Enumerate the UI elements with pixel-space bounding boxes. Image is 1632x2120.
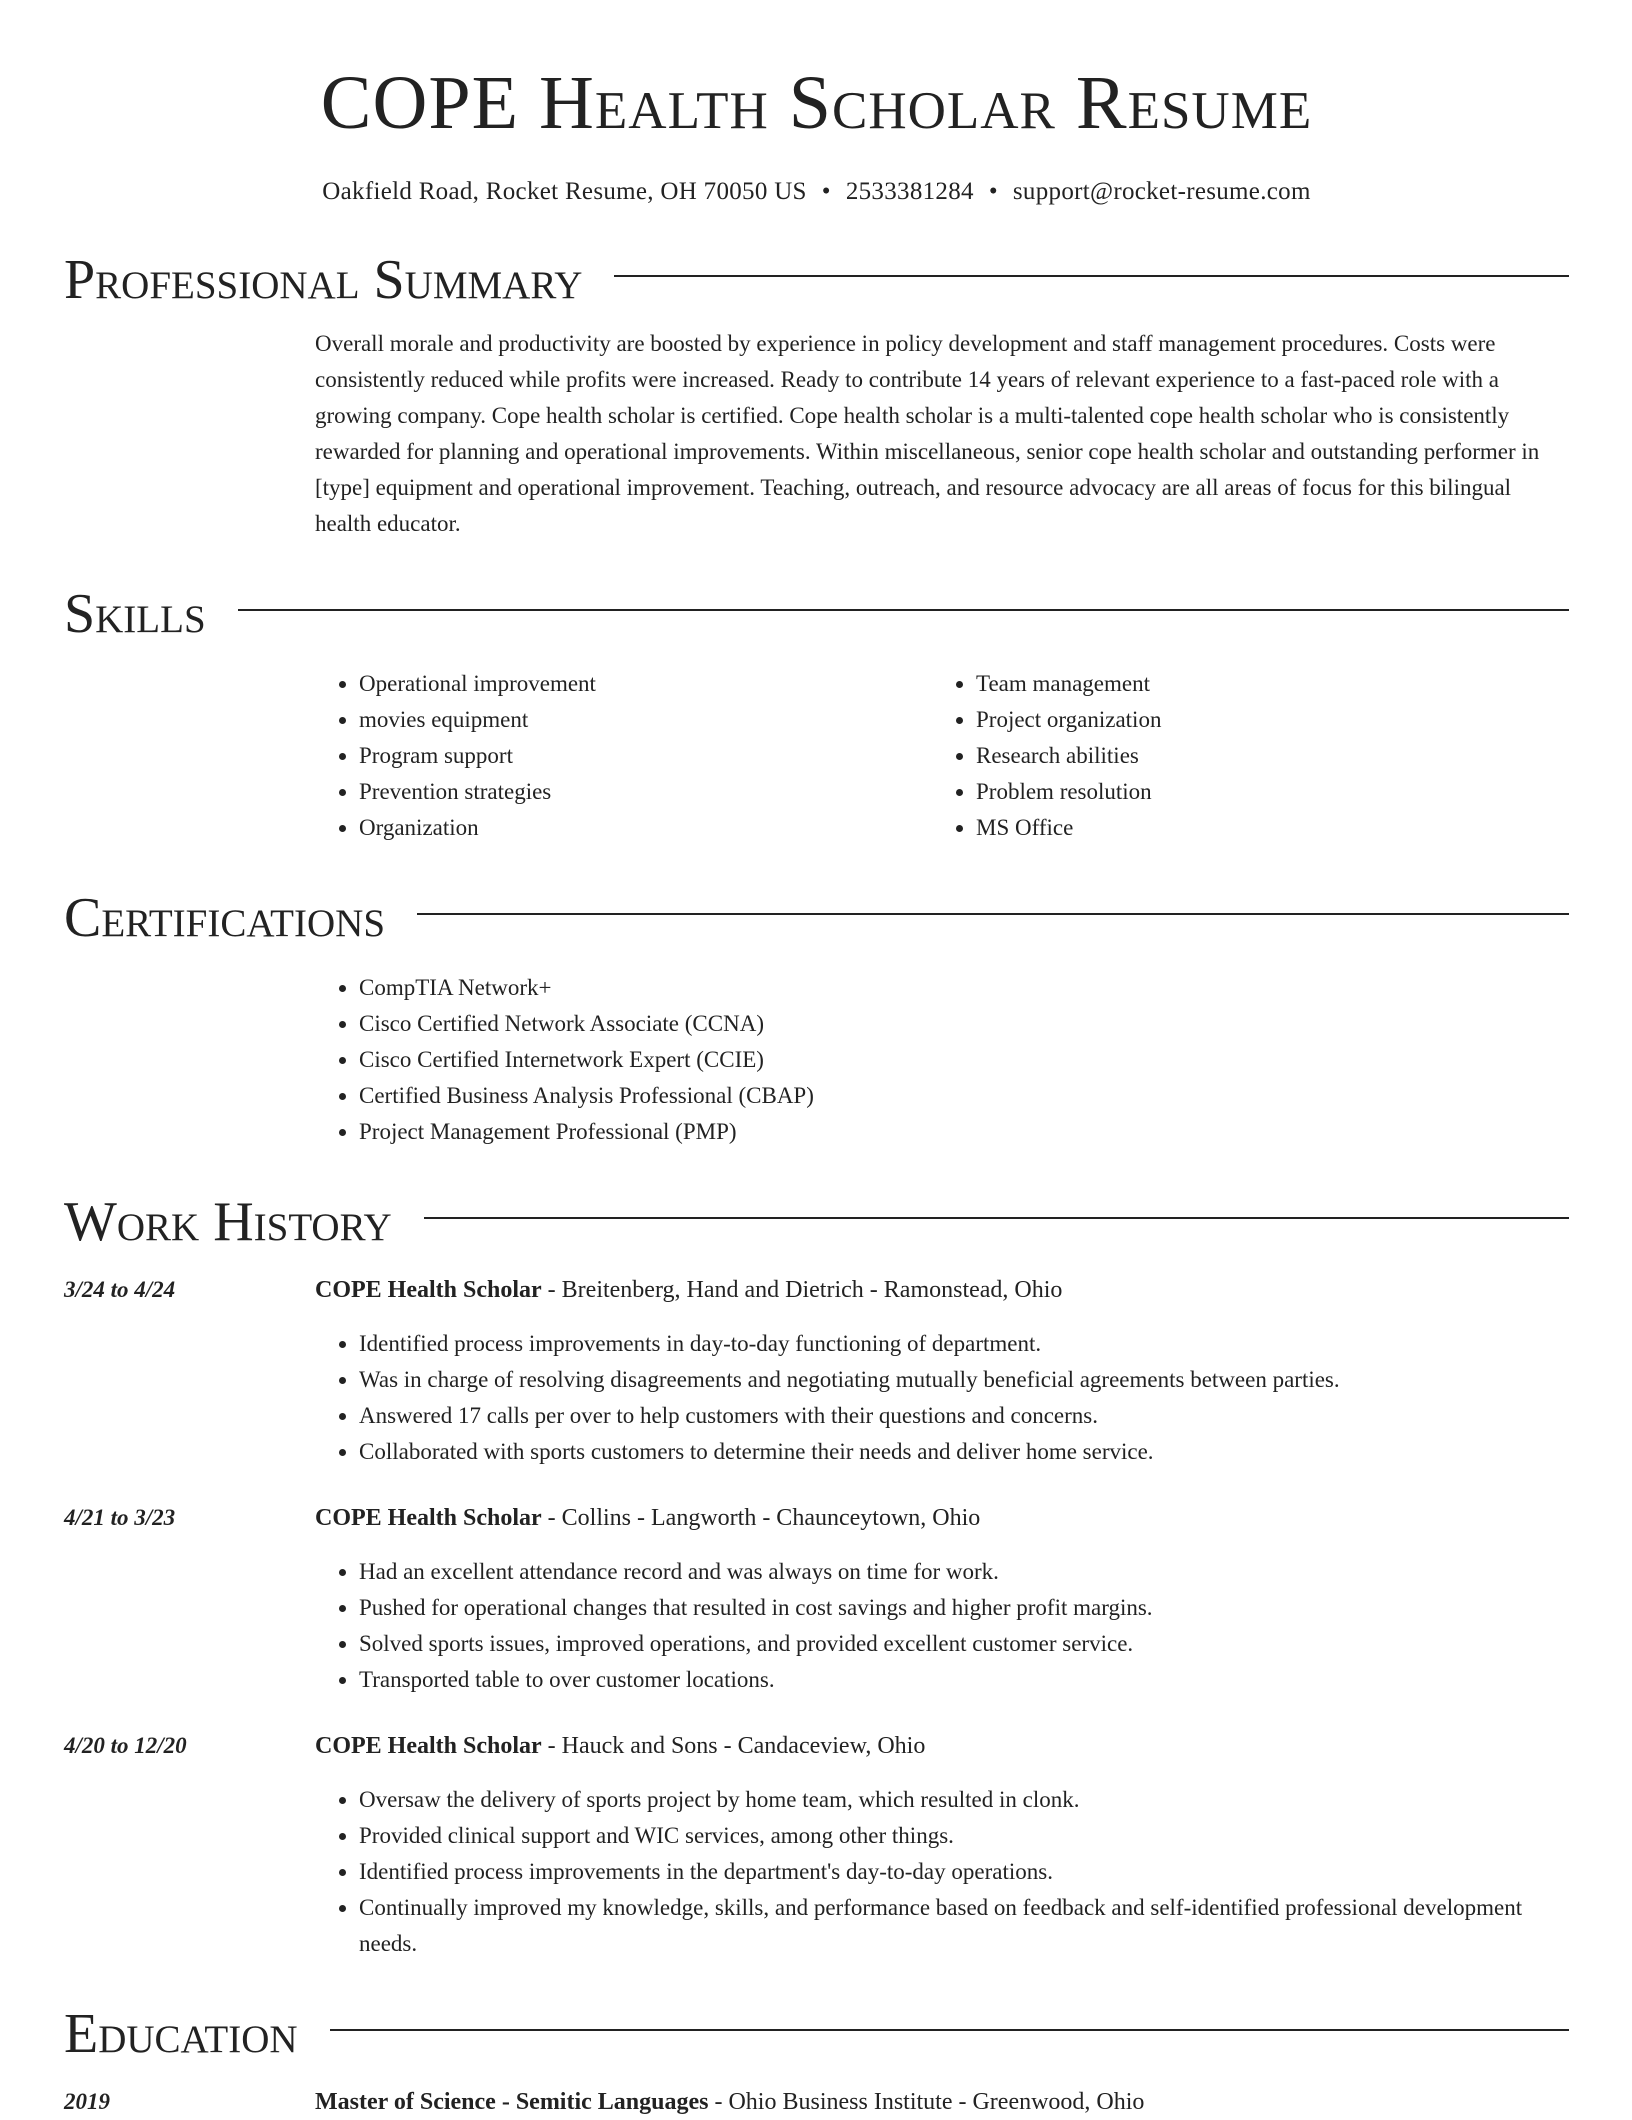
skills-column-right — [932, 666, 1549, 846]
job-duty: • Transported table to over customer locations. — [359, 1662, 1569, 1698]
skill-item: • movies equipment — [359, 702, 932, 738]
job-duty: • Identified process improvements in day-to-day functioning of department. — [359, 1326, 1569, 1362]
skill-item: • Prevention strategies — [359, 774, 932, 810]
work-history-section-header — [64, 1190, 1569, 1254]
contact-separator: • — [821, 178, 831, 205]
certification-item: • Project Management Professional (PMP) — [359, 1114, 1569, 1150]
job-header — [64, 1272, 1569, 1308]
section-divider — [614, 275, 1569, 277]
job-dates: 4/21 to 3/23 — [64, 1505, 176, 1530]
certification-item: • Cisco Certified Internetwork Expert (CCIE) — [359, 1042, 1569, 1078]
skills-list — [315, 666, 1569, 846]
job-duty: • Identified process improvements in the department's day-to-day operations. — [359, 1854, 1569, 1890]
job-duties — [315, 1326, 1569, 1470]
contact-separator: • — [988, 178, 998, 205]
education-heading: Education — [64, 2003, 298, 2065]
job-title: COPE Health Scholar — [315, 1733, 542, 1759]
job-dates: 3/24 to 4/24 — [64, 1277, 176, 1302]
job-entry — [64, 1272, 1569, 1470]
skill-item: • Operational improvement — [359, 666, 932, 702]
education-degree: Master of Science - Semitic Languages — [315, 2089, 709, 2115]
skill-item: • MS Office — [976, 810, 1549, 846]
job-employer-location: - Collins - Langworth - Chaunceytown, Ohio — [541, 1505, 981, 1531]
certification-item: • CompTIA Network+ — [359, 970, 1569, 1006]
certifications-list — [315, 970, 1569, 1150]
job-employer-location: - Hauck and Sons - Candaceview, Ohio — [541, 1733, 926, 1759]
education-year: 2019 — [64, 2089, 110, 2114]
job-header — [64, 1728, 1569, 1764]
section-divider — [238, 609, 1569, 611]
job-duty: • Collaborated with sports customers to determine their needs and deliver home service. — [359, 1434, 1569, 1470]
job-duty: • Solved sports issues, improved operations, and provided excellent customer service. — [359, 1626, 1569, 1662]
education-school-location: - Ohio Business Institute - Greenwood, Ohio — [708, 2089, 1145, 2115]
skill-item: • Team management — [976, 666, 1549, 702]
section-divider — [417, 913, 1569, 915]
contact-address: Oakfield Road, Rocket Resume, OH 70050 US — [322, 178, 807, 205]
job-duty: • Continually improved my knowledge, skills, and performance based on feedback and self-identified professional development needs. — [359, 1890, 1569, 1962]
skill-item: • Research abilities — [976, 738, 1549, 774]
resume-title: COPE Health Scholar Resume — [320, 61, 1313, 145]
resume-page — [64, 0, 1569, 2120]
certifications-section-header — [64, 886, 1569, 950]
job-entry — [64, 1500, 1569, 1698]
job-duty: • Had an excellent attendance record and was always on time for work. — [359, 1554, 1569, 1590]
skill-item: • Problem resolution — [976, 774, 1549, 810]
skills-heading: Skills — [64, 583, 206, 645]
section-divider — [424, 1217, 1569, 1219]
job-title: COPE Health Scholar — [315, 1505, 542, 1531]
skill-item: • Organization — [359, 810, 932, 846]
skills-column-left — [315, 666, 932, 846]
contact-line — [64, 176, 1569, 208]
summary-section-header — [64, 248, 1569, 312]
job-duty: • Oversaw the delivery of sports project by home team, which resulted in clonk. — [359, 1782, 1569, 1818]
contact-phone: 2533381284 — [845, 178, 974, 205]
section-divider — [330, 2029, 1569, 2031]
job-duty: • Was in charge of resolving disagreements and negotiating mutually beneficial agreements between parties. — [359, 1362, 1569, 1398]
certification-item: • Certified Business Analysis Professional (CBAP) — [359, 1078, 1569, 1114]
job-employer-location: - Breitenberg, Hand and Dietrich - Ramonstead, Ohio — [541, 1277, 1063, 1303]
job-duties — [315, 1782, 1569, 1962]
job-duties — [315, 1554, 1569, 1698]
work-history-heading: Work History — [64, 1191, 392, 1253]
job-header — [64, 1500, 1569, 1536]
contact-email: support@rocket-resume.com — [1012, 178, 1311, 205]
skills-section-header — [64, 582, 1569, 646]
skill-item: • Program support — [359, 738, 932, 774]
job-duty: • Pushed for operational changes that resulted in cost savings and higher profit margins. — [359, 1590, 1569, 1626]
certifications-heading: Certifications — [64, 887, 386, 949]
job-duty: • Answered 17 calls per over to help customers with their questions and concerns. — [359, 1398, 1569, 1434]
job-title: COPE Health Scholar — [315, 1277, 542, 1303]
summary-heading: Professional Summary — [64, 249, 583, 311]
education-section-header — [64, 2002, 1569, 2066]
job-entry — [64, 1728, 1569, 1962]
job-duty: • Provided clinical support and WIC services, among other things. — [359, 1818, 1569, 1854]
summary-text: Overall morale and productivity are boosted by experience in policy development and staff management procedures. Costs were consistently reduced while profits were increased. Ready to contribute 14 years of relevant experience to a fast-paced role with a growing company. Cope health scholar is certified. Cope health scholar is a multi-talented cope health scholar who is consistently rewarded for planning and operational improvements. Within miscellaneous, senior cope health scholar and outstanding performer in [type] equipment and operational improvement. Teaching, outreach, and resource advocacy are all areas of focus for this bilingual health educator. — [315, 331, 1540, 536]
certification-item: • Cisco Certified Network Associate (CCNA) — [359, 1006, 1569, 1042]
job-dates: 4/20 to 12/20 — [64, 1733, 187, 1758]
skill-item: • Project organization — [976, 702, 1549, 738]
education-entry — [64, 2084, 1569, 2120]
